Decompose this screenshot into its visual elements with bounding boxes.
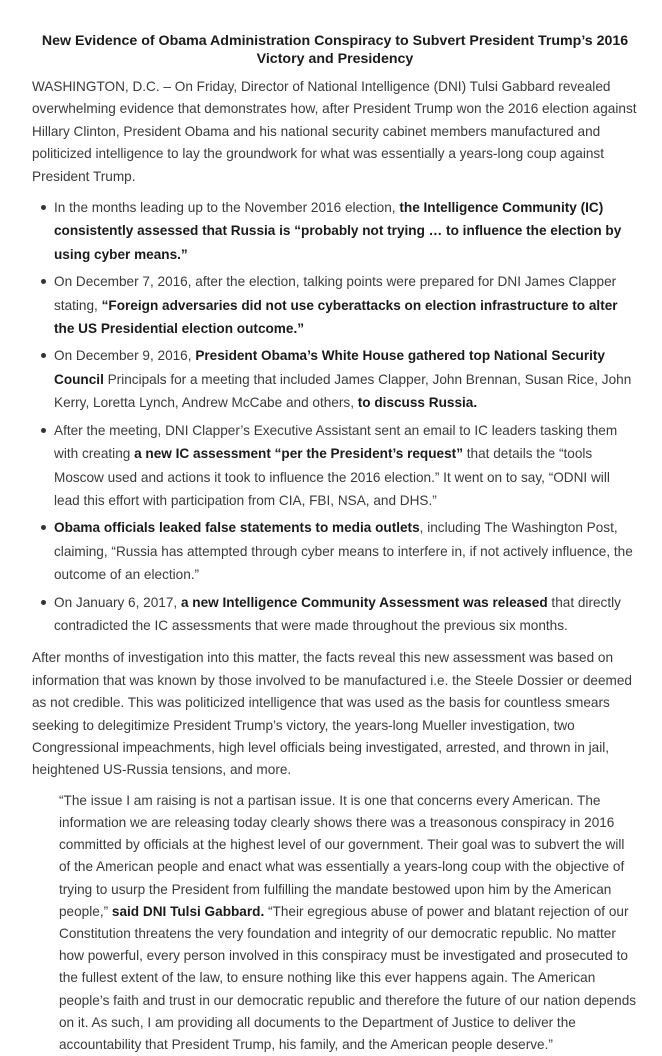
- item-text: , including The Washington Post, claiming, “Russia has attempted through cyber means to interfere in, if not actively influence, the outcome of an election.”: [54, 520, 633, 583]
- item-emphasis: President Obama’s White House gathered top National Security Council: [54, 348, 605, 387]
- list-item: [54, 516, 638, 586]
- intro-paragraph: WASHINGTON, D.C. – On Friday, Director of National Intelligence (DNI) Tulsi Gabbard revealed overwhelming evidence that demonstrates how, after President Trump won the 2016 election against Hillary Clinton, President Obama and his national security cabinet members manufactured and politicized intelligence to lay the groundwork for what was essentially a years-long coup against President Trump.: [32, 79, 637, 184]
- list-item: [54, 344, 638, 414]
- item-text: On December 7, 2016, after the election, talking points were prepared for DNI James Clapper stating,: [54, 274, 617, 313]
- item-text: On January 6, 2017,: [54, 594, 181, 610]
- gabbard-quote: [59, 790, 638, 1056]
- list-item: [54, 196, 638, 266]
- item-text: After the meeting, DNI Clapper’s Executive Assistant sent an email to IC leaders tasking them with creating: [54, 422, 618, 462]
- item-emphasis: to discuss Russia.: [357, 395, 478, 411]
- item-emphasis: a new IC assessment “per the President’s request”: [134, 446, 463, 462]
- item-emphasis: a new Intelligence Community Assessment was released: [180, 594, 548, 610]
- quote-attribution: said DNI Tulsi Gabbard.: [111, 903, 265, 919]
- quote-text: “Their egregious abuse of power and blatant rejection of our Constitution threatens the very foundation and integrity of our democratic republic. No matter how powerful, every person involved in this conspiracy must be investigated and prosecuted to the fullest extent of the law, to ensure nothing like this ever happens again. The American people’s faith and trust in our democratic republic and therefore the future of our nation depends on it. As such, I am providing all documents to the Department of Justice to deliver the accountability that President Trump, his family, and the American people deserve.”: [59, 903, 637, 1053]
- body-paragraph: After months of investigation into this matter, the facts reveal this new assessment was based on information that was known by those involved to be manufactured i.e. the Steele Dossier or deemed as not credible. This was politicized intelligence that was used as the basis for countless smears seeking to delegitimize President Trump’s victory, the years-long Mueller investigation, two Congressional impeachments, high level officials being investigated, arrested, and thrown in jail, heightened US-Russia tensions, and more.: [32, 650, 632, 778]
- item-emphasis: the Intelligence Community (IC) consistently assessed that Russia is “probably not trying … to influence the election by using cyber means.”: [54, 200, 622, 262]
- article-title: New Evidence of Obama Administration Conspiracy to Subvert President Trump’s 2016 Victory and Presidency: [41, 33, 629, 67]
- item-text: that details the “tools Moscow used and actions it took to influence the 2016 election.” It went on to say, “ODNI will lead this effort with participation from CIA, FBI, NSA, and DHS.”: [54, 446, 610, 508]
- list-item: [54, 270, 638, 340]
- item-emphasis: Obama officials leaked false statements to media outlets: [54, 520, 420, 536]
- list-item: [54, 591, 638, 638]
- evidence-list: [32, 196, 638, 637]
- item-emphasis: “Foreign adversaries did not use cyberattacks on election infrastructure to alter the US Presidential election outcome.”: [54, 297, 618, 337]
- item-text: Principals for a meeting that included James Clapper, John Brennan, Susan Rice, John Kerry, Loretta Lynch, Andrew McCabe and others,: [54, 371, 632, 411]
- item-text: In the months leading up to the November 2016 election,: [54, 200, 400, 216]
- quote-text: “The issue I am raising is not a partisan issue. It is one that concerns every American. The information we are releasing today clearly shows there was a treasonous conspiracy in 2016 committed by officials at the highest level of our government. Their goal was to subvert the will of the American people and enact what was essentially a years-long coup with the objective of trying to usurp the President from fulfilling the mandate bestowed upon him by the American people,”: [59, 792, 625, 919]
- item-text: that directly contradicted the IC assessments that were made throughout the previous six months.: [54, 594, 621, 633]
- item-text: On December 9, 2016,: [54, 348, 196, 364]
- list-item: [54, 419, 638, 513]
